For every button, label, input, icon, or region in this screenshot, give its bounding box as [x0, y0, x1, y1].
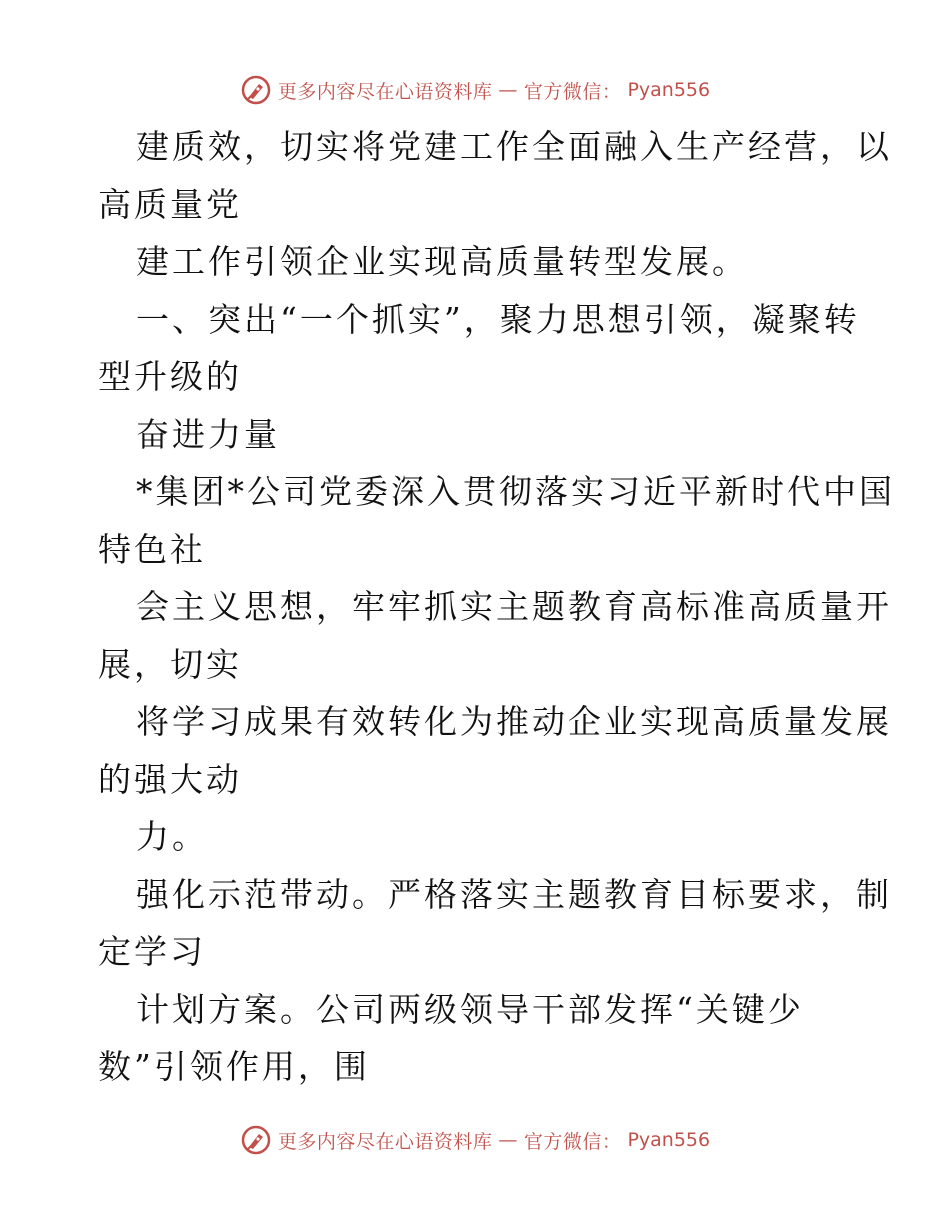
watermark-wechat-id: Pyan556 — [627, 1129, 711, 1151]
body-line: 的强大动 — [98, 759, 242, 799]
body-line: 计划方案。公司两级领导干部发挥“关键少 — [136, 989, 804, 1029]
watermark-text: 更多内容尽在心语资料库 — [277, 80, 493, 103]
pen-nib-logo-icon — [240, 1124, 272, 1156]
body-line: 展，切实 — [98, 644, 242, 684]
body-line: *集团*公司党委深入贯彻落实习近平新时代中国 — [136, 472, 895, 511]
body-line: 将学习成果有效转化为推动企业实现高质量发展 — [136, 702, 892, 741]
body-line: 会主义思想，牢牢抓实主题教育高标准高质量开 — [136, 587, 892, 626]
watermark-text: 更多内容尽在心语资料库 — [277, 1130, 493, 1153]
section-heading-line: 奋进力量 — [136, 414, 280, 454]
watermark-wechat-label: 官方微信： — [523, 80, 622, 103]
body-line: 建质效，切实将党建工作全面融入生产经营，以 — [136, 127, 892, 166]
pen-nib-logo-icon — [240, 74, 272, 106]
body-line: 建工作引领企业实现高质量转型发展。 — [136, 242, 748, 281]
body-line: 力。 — [136, 817, 208, 856]
body-line: 高质量党 — [98, 184, 242, 224]
body-line: 强化示范带动。严格落实主题教育目标要求，制 — [136, 874, 892, 914]
watermark-wechat-id: Pyan556 — [627, 79, 711, 101]
body-line: 数”引领作用，围 — [98, 1047, 370, 1086]
footer-watermark — [0, 1120, 950, 1160]
document-body — [98, 118, 895, 1096]
watermark-wechat-label: 官方微信： — [523, 1130, 622, 1153]
watermark-dash: — — [498, 79, 518, 101]
body-line: 定学习 — [98, 932, 206, 971]
section-heading-line: 一、突出“一个抓实”，聚力思想引领，凝聚转 — [136, 299, 860, 339]
header-watermark — [0, 70, 950, 110]
watermark-dash: — — [498, 1129, 518, 1151]
body-line: 特色社 — [98, 529, 206, 569]
section-heading-line: 型升级的 — [98, 357, 242, 396]
